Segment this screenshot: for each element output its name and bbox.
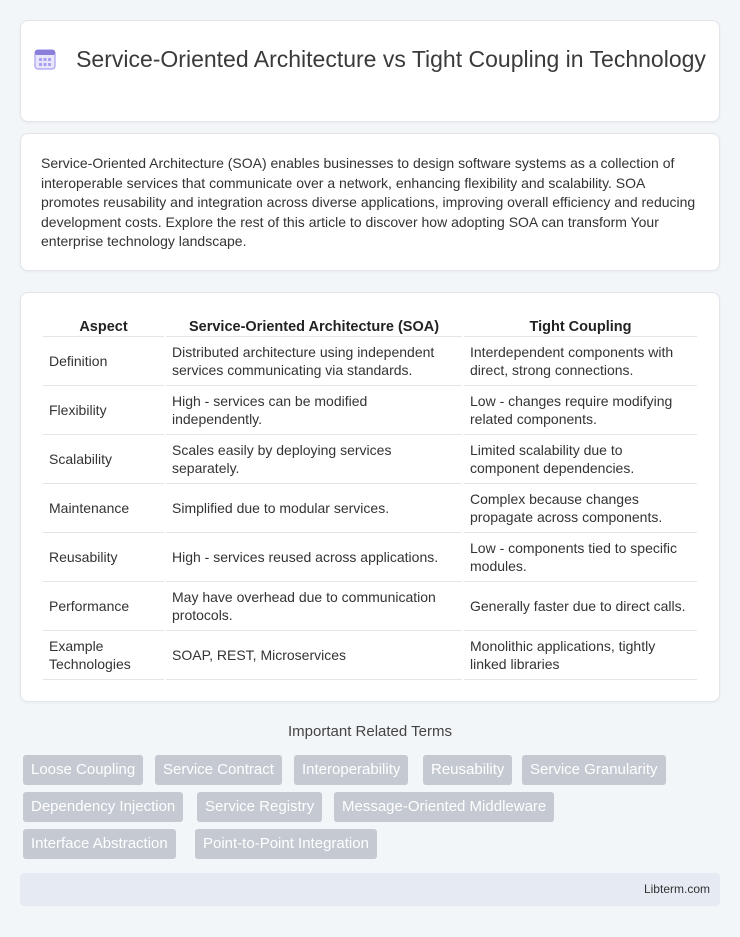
cell-soa: Simplified due to modular services. xyxy=(166,484,462,533)
cell-tight: Generally faster due to direct calls. xyxy=(464,582,697,631)
comparison-table xyxy=(41,315,699,680)
comparison-card xyxy=(20,292,720,702)
related-term-tag[interactable]: Dependency Injection xyxy=(23,792,183,822)
related-term-tag[interactable]: Interoperability xyxy=(294,755,408,785)
related-term-tag[interactable]: Point-to-Point Integration xyxy=(195,829,377,859)
table-row xyxy=(43,631,697,680)
header-aspect: Aspect xyxy=(43,315,164,337)
calendar-grid-icon xyxy=(34,48,56,70)
related-term-tag[interactable]: Interface Abstraction xyxy=(23,829,176,859)
cell-tight: Interdependent components with direct, strong connections. xyxy=(464,337,697,386)
cell-aspect: Example Technologies xyxy=(43,631,164,680)
cell-aspect: Performance xyxy=(43,582,164,631)
cell-soa: Scales easily by deploying services separately. xyxy=(166,435,462,484)
cell-aspect: Definition xyxy=(43,337,164,386)
table-header-row xyxy=(43,315,697,337)
cell-aspect: Maintenance xyxy=(43,484,164,533)
cell-tight: Low - changes require modifying related components. xyxy=(464,386,697,435)
footer-bar xyxy=(20,873,720,906)
table-row xyxy=(43,484,697,533)
cell-tight: Low - components tied to specific modules. xyxy=(464,533,697,582)
cell-soa: High - services can be modified independently. xyxy=(166,386,462,435)
cell-soa: SOAP, REST, Microservices xyxy=(166,631,462,680)
related-term-tag[interactable]: Reusability xyxy=(423,755,512,785)
cell-aspect: Reusability xyxy=(43,533,164,582)
table-row xyxy=(43,435,697,484)
page-title xyxy=(21,45,719,73)
related-term-tag[interactable]: Service Granularity xyxy=(522,755,666,785)
footer-brand[interactable]: Libterm.com xyxy=(643,882,710,896)
cell-soa: Distributed architecture using independent services communicating via standards. xyxy=(166,337,462,386)
table-row xyxy=(43,582,697,631)
related-term-tag[interactable]: Service Registry xyxy=(197,792,322,822)
page-title-text: Service-Oriented Architecture vs Tight Coupling in Technology xyxy=(76,46,706,72)
table-row xyxy=(43,337,697,386)
related-term-tag[interactable]: Message-Oriented Middleware xyxy=(334,792,554,822)
cell-soa: May have overhead due to communication protocols. xyxy=(166,582,462,631)
cell-tight: Limited scalability due to component dependencies. xyxy=(464,435,697,484)
cell-aspect: Flexibility xyxy=(43,386,164,435)
cell-aspect: Scalability xyxy=(43,435,164,484)
header-soa: Service-Oriented Architecture (SOA) xyxy=(166,315,462,337)
header-tight-coupling: Tight Coupling xyxy=(464,315,697,337)
table-row xyxy=(43,386,697,435)
cell-tight: Complex because changes propagate across components. xyxy=(464,484,697,533)
cell-tight: Monolithic applications, tightly linked libraries xyxy=(464,631,697,680)
intro-card xyxy=(20,133,720,271)
intro-paragraph: Service-Oriented Architecture (SOA) enables businesses to design software systems as a collection of interoperable services that communicate over a network, enhancing flexibility and scalability. SOA promotes reusability and integration across diverse applications, improving overall efficiency and reducing development costs. Explore the rest of this article to discover how adopting SOA can transform Your enterprise technology landscape. xyxy=(41,155,696,250)
related-terms-heading: Important Related Terms xyxy=(288,723,452,740)
related-term-tag[interactable]: Loose Coupling xyxy=(23,755,143,785)
table-row xyxy=(43,533,697,582)
cell-soa: High - services reused across applications. xyxy=(166,533,462,582)
related-term-tag[interactable]: Service Contract xyxy=(155,755,282,785)
title-card xyxy=(20,20,720,122)
